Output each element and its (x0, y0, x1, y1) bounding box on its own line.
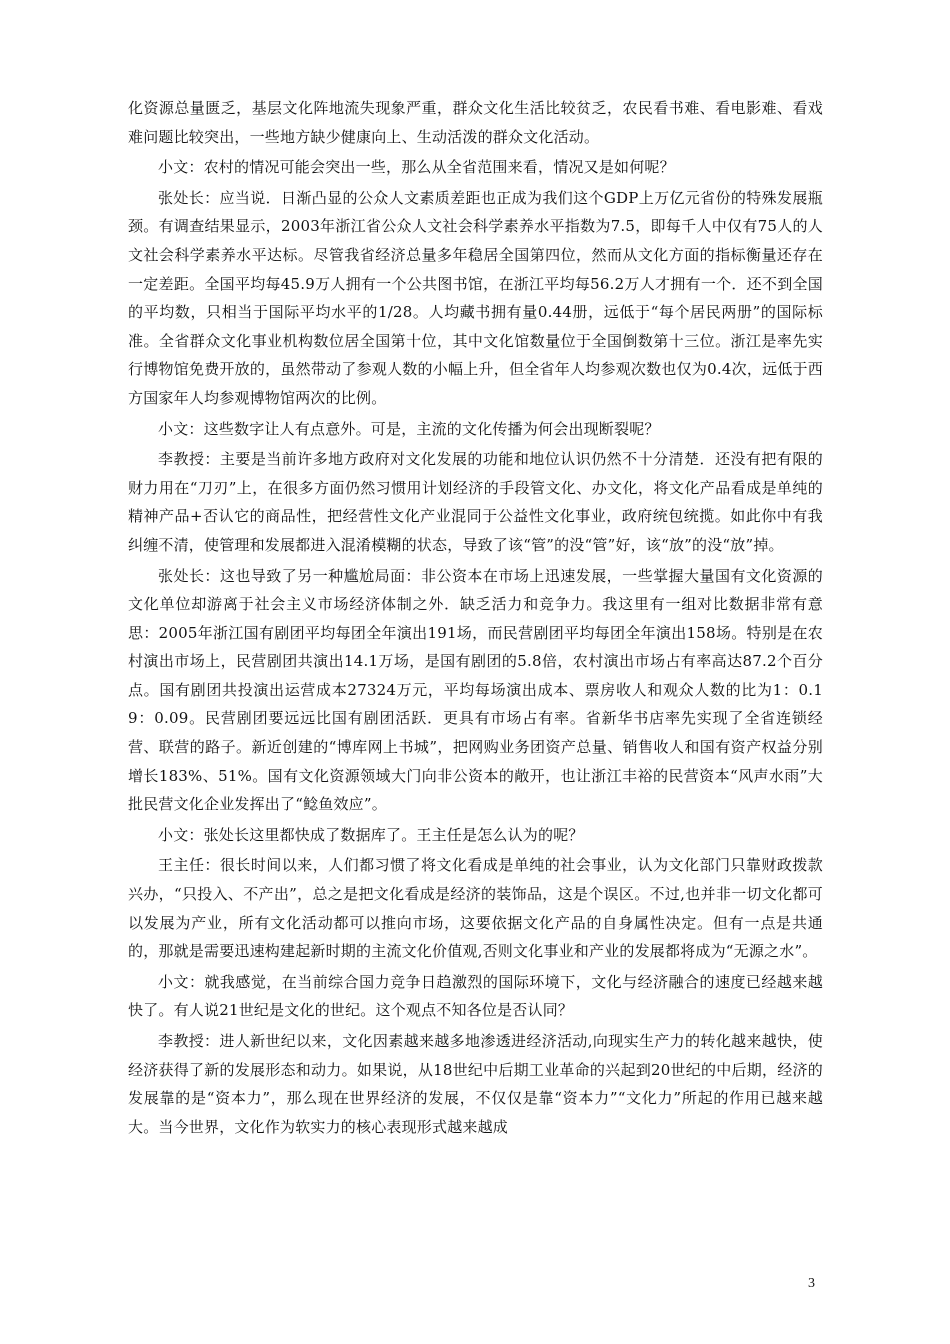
paragraph-li-government: 李教授：主要是当前许多地方政府对文化发展的功能和地位认识仍然不十分清楚．还没有把有限的财力用在“刀刃”上，在很多方面仍然习惯用计划经济的手段管文化、办文化，将文化产品看成是单纯的精神产品+否认它的商品性，把经营性文化产业混同于公益性文化事业，政府统包统揽。如此你中有我纠缠不清，使管理和发展都进入混淆模糊的状态，导致了该“管”的没“管”好，该“放”的没“放”掉。 (128, 450, 823, 554)
paragraph-wang-misconception: 王主任：很长时间以来，人们都习惯了将文化看成是单纯的社会事业，认为文化部门只靠财政拨款兴办，“只投入、不产出”，总之是把文化看成是经济的装饰品，这是个误区。不过,也并非一切文化都可以发展为产业，所有文化活动都可以推向市场，这要依据文化产品的自身属性决定。但有一点是共通的，那就是需要迅速构建起新时期的主流文化价值观,否则文化事业和产业的发展都将成为“无源之水”。 (128, 856, 823, 961)
paragraph-xiaowen-21st-century: 小文：就我感觉，在当前综合国力竞争日趋激烈的国际环境下，文化与经济融合的速度已经越来越快了。有人说21世纪是文化的世纪。这个观点不知各位是否认同？ (128, 972, 823, 1020)
page-number: 3 (808, 1276, 815, 1291)
paragraph-xiaowen-question-transmission: 小文：这些数字让人有点意外。可是，主流的文化传播为何会出现断裂呢？ (158, 419, 660, 438)
paragraph-zhang-statistics: 张处长：应当说．日渐凸显的公众人文素质差距也正成为我们这个GDP上万亿元省份的特殊发展瓶颈。有调查结果显示，2003年浙江省公众人文社会科学素养水平指数为7.5，即每千人中仅有75人的人文社会科学素养水平达标。尽管我省经济总量多年稳居全国第四位，然而从文化方面的指标衡量还存在一定差距。全国平均每45.9万人拥有一个公共图书馆，在浙江平均每56.2万人才拥有一个．还不到全国的平均数，只相当于国际平均水平的1/28。人均藏书拥有量0.44册，远低于“每个居民两册”的国际标准。全省群众文化事业机构数位居全国第十位，其中文化馆数量位于全国倒数第十三位。浙江是率先实行博物馆免费开放的，虽然带动了参观人数的小幅上升，但全省年人均参观次数也仅为0.4次，远低于西方国家年人均参观博物馆两次的比例。 (128, 188, 823, 407)
paragraph-xiaowen-database: 小文：张处长这里都快成了数据库了。王主任是怎么认为的呢？ (158, 825, 584, 844)
paragraph-li-new-century: 李教授：进人新世纪以来，文化因素越来越多地渗透进经济活动,向现实生产力的转化越来越快，使经济获得了新的发展形态和动力。如果说，从18世纪中后期工业革命的兴起到20世纪的中后期，经济的发展靠的是“资本力”，那么现在世界经济的发展，不仅仅是靠“资本力”“文化力”所起的作用已越来越大。当今世界，文化作为软实力的核心表现形式越来越成 (128, 1032, 823, 1136)
paragraph-zhang-troupes: 张处长：这也导致了另一种尴尬局面：非公资本在市场上迅速发展，一些掌握大量国有文化资源的文化单位却游离于社会主义市场经济体制之外．缺乏活力和竞争力。我这里有一组对比数据非常有意思：2005年浙江国有剧团平均每团全年演出191场，而民营剧团平均每团全年演出158场。特别是在农村演出市场上，民营剧团共演出14.1万场，是国有剧团的5.8倍，农村演出市场占有率高达87.2个百分点。国有剧团共投演出运营成本27324万元，平均每场演出成本、票房收人和观众人数的比为1：0.19：0.09。民营剧团要远远比国有剧团活跃．更具有市场占有率。省新华书店率先实现了全省连锁经营、联营的路子。新近创建的“博库网上书城”，把网购业务团资产总量、销售收人和国有资产权益分别增长183%、51%。国有文化资源领域大门向非公资本的敞开，也让浙江丰裕的民营资本“风声水雨”大批民营文化企业发挥出了“鲶鱼效应”。 (128, 566, 823, 814)
paragraph-xiaowen-question-province: 小文：农村的情况可能会突出一些，那么从全省范围来看，情况又是如何呢？ (158, 158, 675, 177)
paragraph-continuation: 化资源总量匮乏，基层文化阵地流失现象严重，群众文化生活比较贫乏，农民看书难、看电影难、看戏难问题比较突出，一些地方缺少健康向上、生动活泼的群众文化活动。 (128, 99, 823, 146)
document-body (128, 94, 823, 1141)
